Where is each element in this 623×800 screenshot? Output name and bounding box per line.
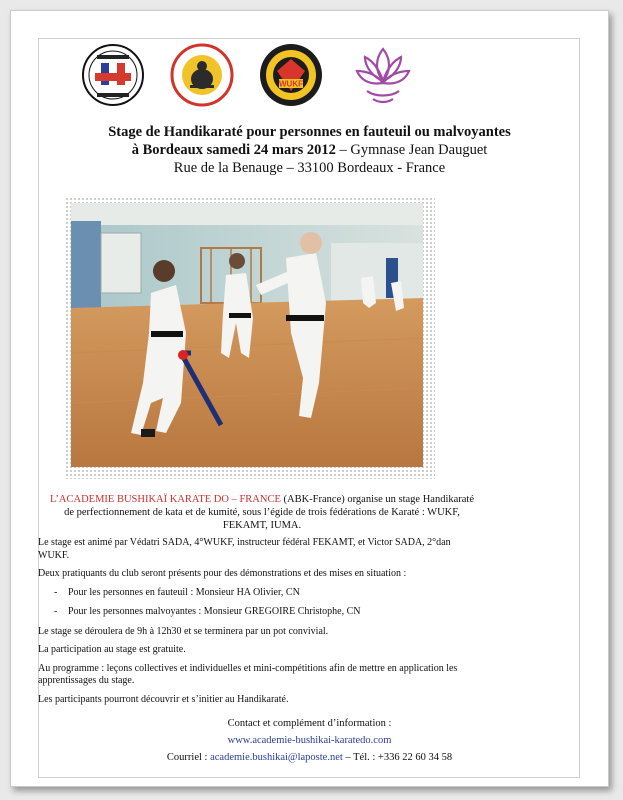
paragraph-demonstrators: Deux pratiquants du club seront présents pour des démonstrations et des mises en situation :	[38, 568, 407, 579]
paragraph-schedule: Le stage se déroulera de 9h à 12h30 et se terminera par un pot convivial.	[38, 625, 329, 637]
bullet-dash: -	[54, 606, 58, 617]
intro-text: (ABK-France) organise un stage Handikaraté de perfectionnement de kata et de kumité, sous l’égide de trois fédérations de Karaté : WUKF, FEKAMT, IUMA.	[64, 494, 475, 531]
title-line-2	[11, 141, 608, 159]
intro-paragraph	[47, 493, 477, 532]
paragraph-program: Au programme : leçons collectives et individuelles et mini-compétitions afin de mettre en application les apprentissages du stage.	[38, 662, 458, 686]
list-item-text: Pour les personnes malvoyantes : Monsieur GREGOIRE Christophe, CN	[68, 606, 361, 617]
document-page	[10, 10, 609, 787]
contact-heading: Contact et complément d’information :	[227, 718, 392, 729]
phone-number: – Tél. : +336 22 60 34 58	[342, 752, 453, 763]
demonstrator-list	[38, 587, 478, 619]
wukf-logo	[259, 41, 323, 109]
karate-photo	[71, 203, 423, 467]
svg-text:WUKF: WUKF	[279, 79, 303, 89]
bullet-dash: -	[54, 586, 58, 598]
title-date: à Bordeaux samedi 24 mars 2012	[131, 142, 336, 158]
list-item	[38, 606, 478, 619]
stage-title	[11, 123, 608, 177]
federation-europeenne-logo	[170, 41, 234, 109]
contact-line	[11, 749, 608, 766]
paragraph-free: La participation au stage est gratuite.	[38, 644, 186, 655]
title-line-3: Rue de la Benauge – 33100 Bordeaux - France	[173, 160, 446, 176]
lotus-logo	[351, 41, 415, 109]
logo-row	[11, 41, 608, 113]
body-text	[38, 537, 478, 712]
paragraph-instructors: Le stage est animé par Védatri SADA, 4°WUKF, instructeur fédéral FEKAMT, et Victor SADA, 2°dan WUKF.	[38, 537, 451, 561]
title-venue: – Gymnase Jean Dauguet	[335, 142, 488, 158]
list-item-text: Pour les personnes en fauteuil : Monsieur HA Olivier, CN	[68, 586, 300, 598]
academie-bushikai-logo	[81, 41, 145, 109]
list-item	[38, 587, 478, 600]
organizer-name: L’ACADEMIE BUSHIKAÏ KARATE DO – FRANCE	[49, 494, 281, 505]
email-link[interactable]: academie.bushikai@laposte.net	[210, 752, 343, 763]
contact-block	[11, 715, 608, 766]
email-label: Courriel :	[166, 752, 211, 763]
title-line-1: Stage de Handikaraté pour personnes en fauteuil ou malvoyantes	[108, 124, 511, 140]
photo-frame	[65, 197, 435, 479]
paragraph-discover: Les participants pourront découvrir et s’initier au Handikaraté.	[38, 693, 289, 705]
website-link[interactable]: www.academie-bushikai-karatedo.com	[227, 735, 392, 746]
